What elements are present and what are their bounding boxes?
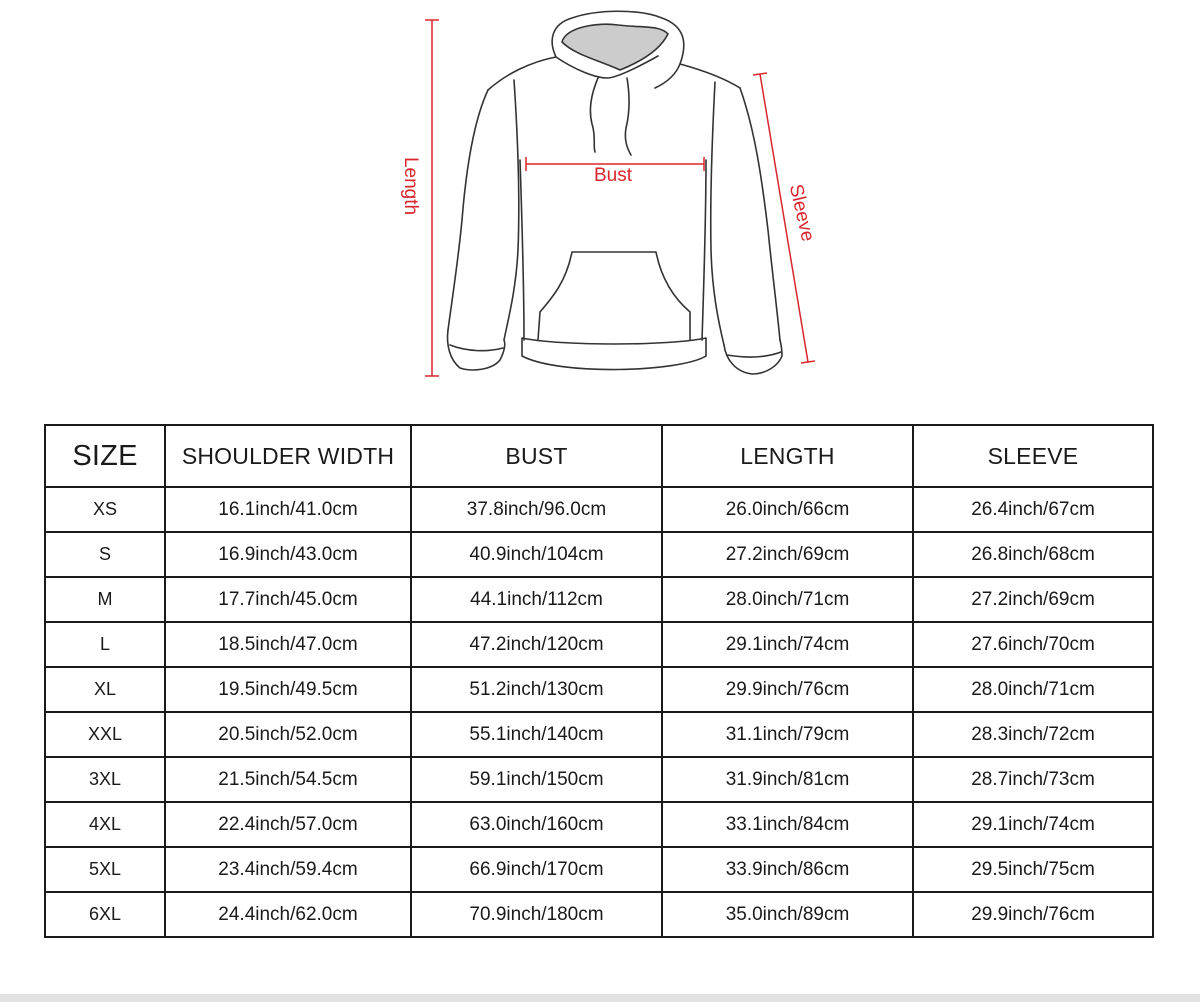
drawstring-left: [590, 78, 598, 152]
table-row: [45, 667, 1153, 712]
length-cell: 27.2inch/69cm: [662, 532, 913, 577]
length-cell: 26.0inch/66cm: [662, 487, 913, 532]
length-cell: 31.1inch/79cm: [662, 712, 913, 757]
header-size: SIZE: [45, 425, 165, 487]
length-cell: 29.1inch/74cm: [662, 622, 913, 667]
header-length: LENGTH: [662, 425, 913, 487]
sleeve-right-inner: [711, 82, 724, 345]
size-cell: 3XL: [45, 757, 165, 802]
size-cell: 4XL: [45, 802, 165, 847]
sleeve-cell: 29.9inch/76cm: [913, 892, 1153, 937]
header-sleeve: SLEEVE: [913, 425, 1153, 487]
shoulder-width-cell: 21.5inch/54.5cm: [165, 757, 411, 802]
kangaroo-pocket: [538, 252, 690, 340]
shoulder-width-cell: 18.5inch/47.0cm: [165, 622, 411, 667]
table-row: [45, 757, 1153, 802]
table-row: [45, 892, 1153, 937]
length-label: Length: [400, 156, 421, 216]
bust-cell: 70.9inch/180cm: [411, 892, 662, 937]
length-cell: 33.9inch/86cm: [662, 847, 913, 892]
table-row: [45, 802, 1153, 847]
shoulder-width-cell: 24.4inch/62.0cm: [165, 892, 411, 937]
sleeve-cell: 28.7inch/73cm: [913, 757, 1153, 802]
size-cell: S: [45, 532, 165, 577]
length-cell: 35.0inch/89cm: [662, 892, 913, 937]
length-cell: 33.1inch/84cm: [662, 802, 913, 847]
shoulder-width-cell: 22.4inch/57.0cm: [165, 802, 411, 847]
size-cell: M: [45, 577, 165, 622]
bust-cell: 51.2inch/130cm: [411, 667, 662, 712]
length-cell: 28.0inch/71cm: [662, 577, 913, 622]
bust-label: Bust: [593, 165, 633, 186]
shoulder-width-cell: 19.5inch/49.5cm: [165, 667, 411, 712]
bust-cell: 55.1inch/140cm: [411, 712, 662, 757]
hoodie-outline-icon: [0, 0, 1200, 400]
header-shoulder-width: SHOULDER WIDTH: [165, 425, 411, 487]
sleeve-cell: 26.4inch/67cm: [913, 487, 1153, 532]
size-cell: 6XL: [45, 892, 165, 937]
hood-inner: [562, 24, 668, 70]
table-row: [45, 487, 1153, 532]
bust-cell: 63.0inch/160cm: [411, 802, 662, 847]
shoulder-width-cell: 17.7inch/45.0cm: [165, 577, 411, 622]
table-row: [45, 577, 1153, 622]
bust-cell: 59.1inch/150cm: [411, 757, 662, 802]
length-cell: 29.9inch/76cm: [662, 667, 913, 712]
sleeve-cell: 28.0inch/71cm: [913, 667, 1153, 712]
size-cell: 5XL: [45, 847, 165, 892]
sleeve-label: Sleeve: [784, 182, 819, 244]
sleeve-cell: 26.8inch/68cm: [913, 532, 1153, 577]
size-chart-table: [44, 424, 1154, 938]
body-left-shoulder: [488, 57, 556, 90]
table-row: [45, 532, 1153, 577]
hem-band: [522, 338, 706, 370]
size-cell: L: [45, 622, 165, 667]
torso-right: [702, 160, 706, 340]
bust-cell: 37.8inch/96.0cm: [411, 487, 662, 532]
table-row: [45, 712, 1153, 757]
size-cell: XL: [45, 667, 165, 712]
bust-cell: 47.2inch/120cm: [411, 622, 662, 667]
shoulder-width-cell: 20.5inch/52.0cm: [165, 712, 411, 757]
drawstring-right: [625, 78, 631, 155]
header-bust: BUST: [411, 425, 662, 487]
bust-cell: 44.1inch/112cm: [411, 577, 662, 622]
sleeve-left-outer: [448, 90, 488, 330]
sleeve-left-inner: [504, 80, 519, 340]
body-right-shoulder: [680, 64, 740, 88]
length-cell: 31.9inch/81cm: [662, 757, 913, 802]
size-cell: XS: [45, 487, 165, 532]
shoulder-width-cell: 16.1inch/41.0cm: [165, 487, 411, 532]
bust-cell: 66.9inch/170cm: [411, 847, 662, 892]
size-cell: XXL: [45, 712, 165, 757]
shoulder-width-cell: 16.9inch/43.0cm: [165, 532, 411, 577]
sleeve-cell: 29.1inch/74cm: [913, 802, 1153, 847]
sleeve-cell: 27.6inch/70cm: [913, 622, 1153, 667]
bottom-divider: [0, 994, 1200, 1002]
table-body: [45, 487, 1153, 937]
hoodie-diagram: [0, 0, 1200, 400]
sleeve-cell: 27.2inch/69cm: [913, 577, 1153, 622]
table-header-row: [45, 425, 1153, 487]
torso-left: [520, 160, 524, 340]
sleeve-right-outer: [740, 88, 780, 340]
shoulder-width-cell: 23.4inch/59.4cm: [165, 847, 411, 892]
sleeve-cell: 28.3inch/72cm: [913, 712, 1153, 757]
table-row: [45, 847, 1153, 892]
table-row: [45, 622, 1153, 667]
sleeve-cell: 29.5inch/75cm: [913, 847, 1153, 892]
bust-cell: 40.9inch/104cm: [411, 532, 662, 577]
